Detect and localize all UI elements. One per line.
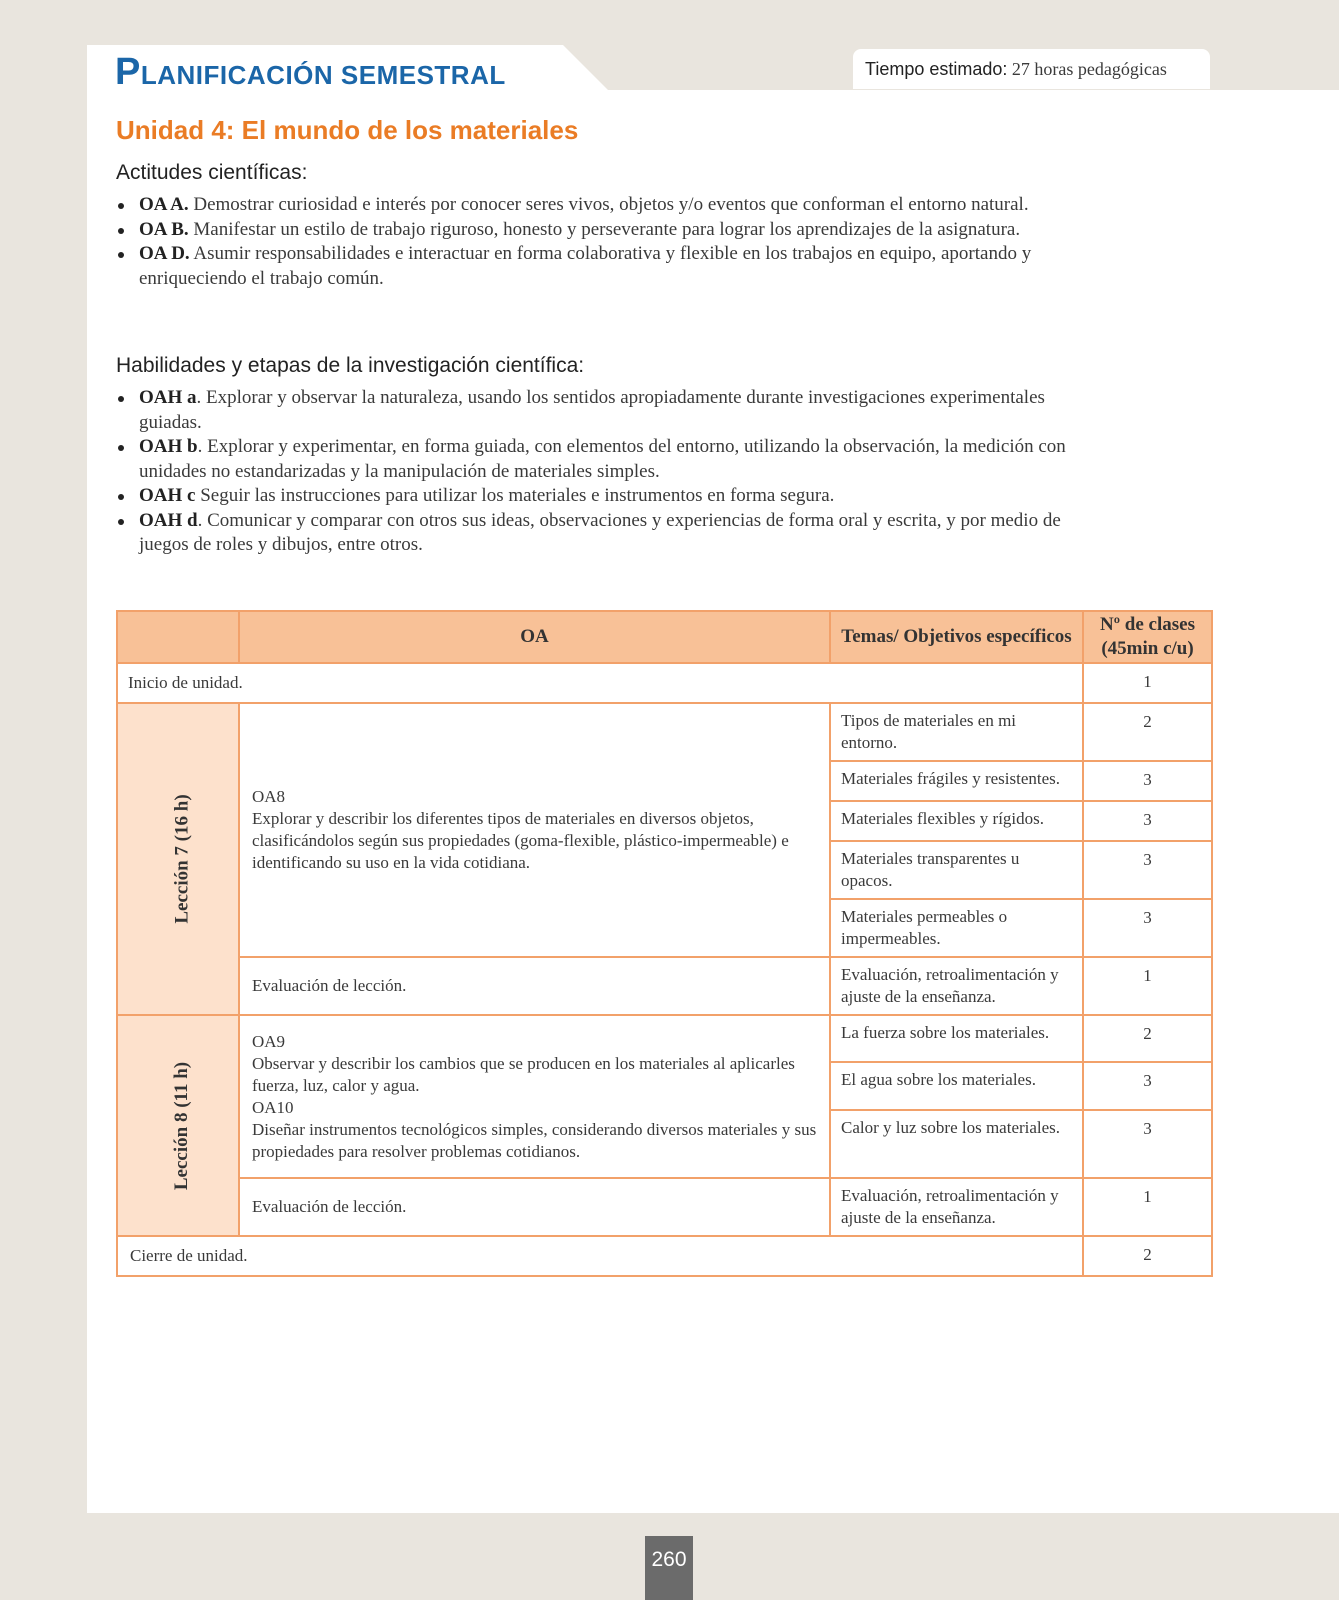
- header-temas: Temas/ Objetivos específicos: [830, 611, 1083, 663]
- table-row: [117, 1236, 1212, 1276]
- oah-text: . Explorar y experimentar, en forma guiada, con elementos del entorno, utilizando la observación, la medición con unidades no estandarizadas y la manipulación de materiales simples.: [139, 436, 1066, 482]
- list-item: [116, 218, 1056, 243]
- oa10-code: OA10: [252, 1097, 294, 1117]
- lesson-8-label-cell: [117, 1015, 239, 1236]
- oah-text: Seguir las instrucciones para utilizar los materiales e instrumentos en forma segura.: [195, 485, 835, 506]
- oa-code: OA B.: [139, 218, 189, 240]
- lesson-7-oa: [239, 703, 830, 957]
- estimated-time-label: Tiempo estimado:: [865, 59, 1008, 79]
- oah-code: OAH a: [139, 387, 197, 408]
- header-notch: [563, 45, 608, 90]
- count-cell: 3: [1083, 801, 1212, 841]
- count-cell: 3: [1083, 761, 1212, 801]
- table-row: [117, 703, 1212, 761]
- oah-text: . Explorar y observar la naturaleza, usando los sentidos apropiadamente durante investigaciones experimentales guiadas.: [139, 387, 1045, 433]
- lesson-8-oa: [239, 1015, 830, 1178]
- page-number: 260: [645, 1536, 693, 1600]
- count-cell: 3: [1083, 1110, 1212, 1178]
- header-clases: Nº de clases (45min c/u): [1083, 611, 1212, 663]
- table-row: [117, 1015, 1212, 1062]
- oa-text: Demostrar curiosidad e interés por conocer seres vivos, objetos y/o eventos que conforman el entorno natural.: [188, 194, 1029, 215]
- count-cell: 1: [1083, 957, 1212, 1015]
- oa9-code: OA9: [252, 1031, 286, 1051]
- header-oa: OA: [239, 611, 830, 663]
- lesson-7-eval-label: Evaluación de lección.: [239, 957, 830, 1015]
- topic-cell: Materiales permeables o impermeables.: [830, 899, 1083, 957]
- list-item: [116, 386, 1076, 435]
- count-cell: 3: [1083, 841, 1212, 899]
- page-title-cap: P: [115, 51, 141, 93]
- list-item: [116, 509, 1076, 558]
- list-item: [116, 484, 1076, 509]
- habilidades-heading: Habilidades y etapas de la investigación científica:: [116, 354, 585, 377]
- oah-code: OAH c: [139, 485, 196, 506]
- list-item: [116, 435, 1076, 484]
- topic-cell: Materiales flexibles y rígidos.: [830, 801, 1083, 841]
- oa8-text: Explorar y describir los diferentes tipos de materiales en diversos objetos, clasificándolos según sus propiedades (goma-flexible, plástico-impermeable) e identificando su uso en la vida cotidiana.: [252, 809, 789, 872]
- oa8-code: OA8: [252, 787, 286, 806]
- list-item: [116, 193, 1056, 218]
- oa-code: OA A.: [139, 194, 189, 215]
- page-title-rest: LANIFICACIÓN SEMESTRAL: [140, 60, 506, 90]
- actitudes-list: [116, 193, 1056, 291]
- list-item: [116, 242, 1056, 291]
- oa10-text: Diseñar instrumentos tecnológicos simples, considerando diversos materiales y sus propiedades para resolver problemas cotidianos.: [252, 1119, 817, 1161]
- table-row: [117, 663, 1212, 703]
- topic-cell: El agua sobre los materiales.: [830, 1062, 1083, 1110]
- table-row: [117, 957, 1212, 1015]
- table-header-row: [117, 611, 1212, 663]
- inicio-label: Inicio de unidad.: [117, 663, 1083, 703]
- oa-text: Manifestar un estilo de trabajo riguroso, honesto y perseverante para lograr los aprendizajes de la asignatura.: [188, 218, 1021, 240]
- oah-text: . Comunicar y comparar con otros sus ideas, observaciones y experiencias de forma oral y escrita, y por medio de juegos de roles y dibujos, entre otros.: [139, 509, 1061, 555]
- topic-cell: Evaluación, retroalimentación y ajuste de la enseñanza.: [830, 1178, 1083, 1236]
- count-cell: 2: [1083, 1015, 1212, 1062]
- topic-cell: Evaluación, retroalimentación y ajuste de la enseñanza.: [830, 957, 1083, 1015]
- count-cell: 1: [1083, 1178, 1212, 1236]
- unit-title: Unidad 4: El mundo de los materiales: [116, 115, 579, 145]
- lesson-8-label: Lección 8 (11 h): [171, 1061, 193, 1190]
- lesson-7-label-cell: [117, 703, 239, 1015]
- actitudes-heading: Actitudes científicas:: [116, 161, 308, 184]
- topic-cell: La fuerza sobre los materiales.: [830, 1015, 1083, 1062]
- lesson-8-eval-label: Evaluación de lección.: [239, 1178, 830, 1236]
- page-title: [115, 51, 506, 94]
- oa-code: OA D.: [139, 243, 190, 264]
- header-lesson-cell: [117, 611, 239, 663]
- count-cell: 3: [1083, 1062, 1212, 1110]
- table-row: [117, 1178, 1212, 1236]
- lesson-7-label: Lección 7 (16 h): [171, 794, 193, 924]
- habilidades-list: [116, 386, 1076, 558]
- estimated-time-value: 27 horas pedagógicas: [1007, 59, 1167, 79]
- topic-cell: Materiales transparentes u opacos.: [830, 841, 1083, 899]
- estimated-time-box: [853, 49, 1210, 89]
- topic-cell: Tipos de materiales en mi entorno.: [830, 703, 1083, 761]
- topic-cell: Calor y luz sobre los materiales.: [830, 1110, 1083, 1178]
- inicio-count: 1: [1083, 663, 1212, 703]
- oa9-text: Observar y describir los cambios que se producen en los materiales al aplicarles fuerza, luz, calor y agua.: [252, 1053, 795, 1095]
- topic-cell: Materiales frágiles y resistentes.: [830, 761, 1083, 801]
- oah-code: OAH b: [139, 436, 198, 457]
- oa-text: Asumir responsabilidades e interactuar en forma colaborativa y flexible en los trabajos en equipo, aportando y enriqueciendo el trabajo común.: [139, 243, 1032, 289]
- oah-code: OAH d: [139, 509, 198, 531]
- cierre-count: 2: [1083, 1236, 1212, 1276]
- count-cell: 2: [1083, 703, 1212, 761]
- cierre-label: Cierre de unidad.: [117, 1236, 1083, 1276]
- planning-table: [116, 610, 1213, 1277]
- count-cell: 3: [1083, 899, 1212, 957]
